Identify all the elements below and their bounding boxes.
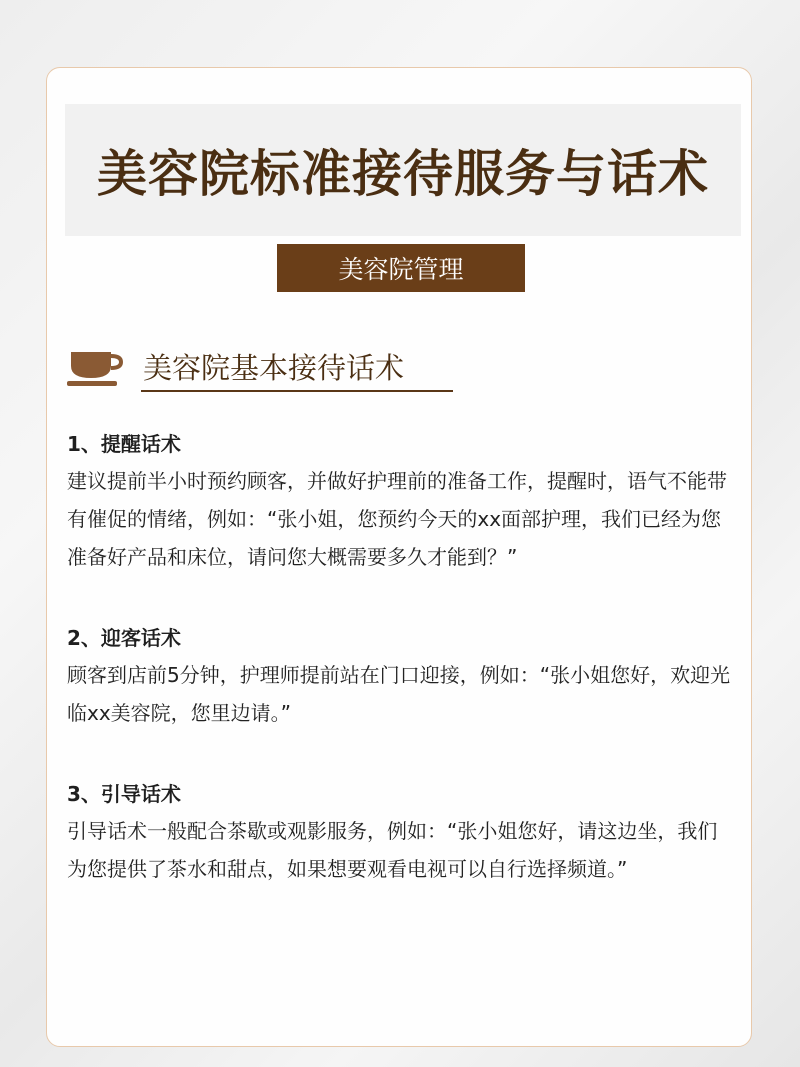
list-item xyxy=(67,776,735,888)
article-content xyxy=(67,426,735,888)
item-heading: 3、引导话术 xyxy=(67,782,181,806)
section-header xyxy=(67,338,507,394)
item-heading: 1、提醒话术 xyxy=(67,432,181,456)
list-item xyxy=(67,620,735,732)
list-item xyxy=(67,426,735,576)
item-heading: 2、迎客话术 xyxy=(67,626,181,650)
category-tag: 美容院管理 xyxy=(277,244,525,292)
content-card xyxy=(46,67,752,1047)
section-underline xyxy=(141,390,453,392)
item-body: 引导话术一般配合茶歇或观影服务，例如：“张小姐您好，请这边坐，我们为您提供了茶水和甜点，如果想要观看电视可以自行选择频道。” xyxy=(67,819,718,881)
page-title: 美容院标准接待服务与话术 xyxy=(97,145,709,203)
coffee-cup-icon xyxy=(67,348,125,388)
item-body: 顾客到店前5分钟，护理师提前站在门口迎接，例如：“张小姐您好，欢迎光临xx美容院，您里边请。” xyxy=(67,663,731,725)
section-title: 美容院基本接待话术 xyxy=(143,351,405,385)
title-banner xyxy=(65,104,741,236)
item-body: 建议提前半小时预约顾客，并做好护理前的准备工作，提醒时，语气不能带有催促的情绪，例如：“张小姐，您预约今天的xx面部护理，我们已经为您准备好产品和床位，请问您大概需要多久才能到？” xyxy=(67,469,727,569)
